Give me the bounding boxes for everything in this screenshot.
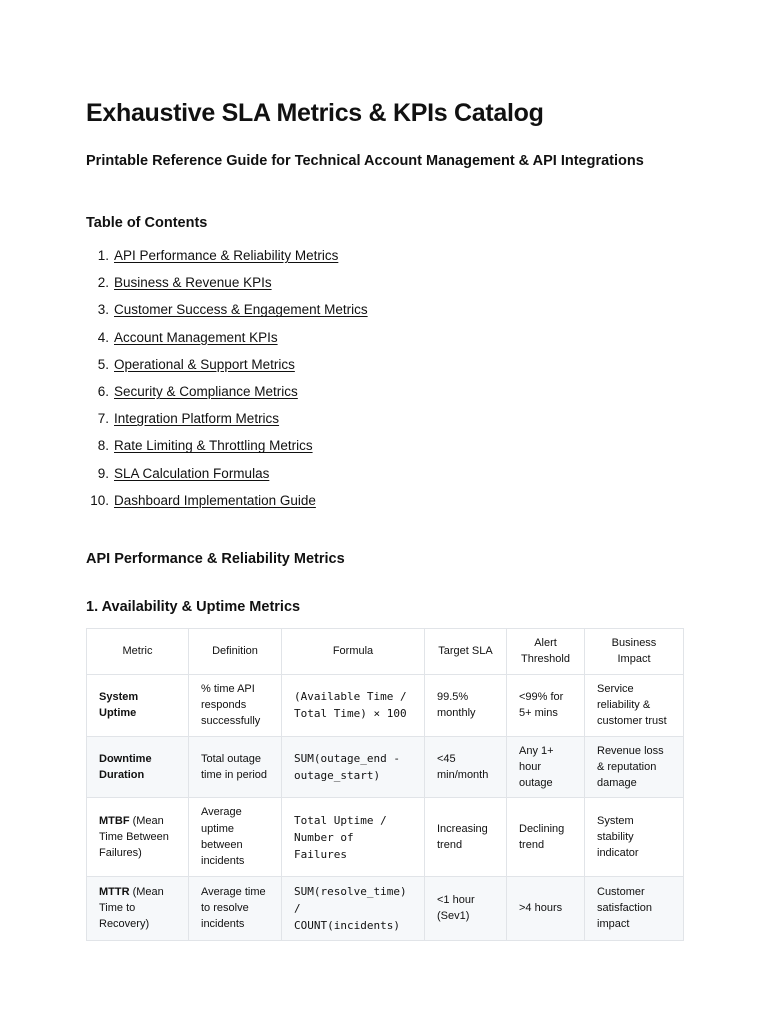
metric-name: System Uptime — [99, 690, 139, 720]
cell-alert: <99% for 5+ mins — [507, 674, 585, 736]
page-title: Exhaustive SLA Metrics & KPIs Catalog — [86, 99, 544, 127]
toc-item-number: 5. — [97, 356, 109, 372]
cell-metric — [87, 736, 189, 798]
toc-item-number: 4. — [97, 329, 109, 345]
cell-metric — [87, 674, 189, 736]
column-header-alert: Alert Threshold — [507, 629, 585, 675]
cell-impact: Customer satisfaction impact — [585, 876, 684, 940]
page-subtitle: Printable Reference Guide for Technical Account Management & API Integrations — [86, 153, 644, 169]
toc-link[interactable]: Dashboard Implementation Guide — [114, 492, 316, 508]
table-row — [87, 876, 684, 940]
cell-target: <45 min/month — [425, 736, 507, 798]
cell-definition: % time API responds successfully — [189, 674, 282, 736]
cell-target: <1 hour (Sev1) — [425, 876, 507, 940]
toc-item-number: 10. — [90, 492, 109, 508]
metric-expansion: (Mean Time to Recovery) — [99, 885, 164, 931]
toc-link[interactable]: Security & Compliance Metrics — [114, 384, 298, 400]
column-header-target: Target SLA — [425, 629, 507, 675]
toc-item — [86, 242, 682, 269]
toc-link[interactable]: Customer Success & Engagement Metrics — [114, 302, 368, 318]
toc-link[interactable]: Operational & Support Metrics — [114, 356, 295, 372]
table-row — [87, 674, 684, 736]
table-row — [87, 736, 684, 798]
metric-name: MTTR — [99, 885, 130, 898]
cell-formula: SUM(resolve_time) / COUNT(incidents) — [282, 876, 425, 940]
toc-item — [86, 378, 682, 405]
toc-item — [86, 432, 682, 459]
metric-expansion: (Mean Time Between Failures) — [99, 814, 169, 860]
toc-link[interactable]: Business & Revenue KPIs — [114, 275, 272, 291]
cell-formula: (Available Time / Total Time) × 100 — [282, 674, 425, 736]
toc-item-number: 6. — [97, 384, 109, 400]
toc-item-number: 8. — [97, 438, 109, 454]
cell-alert: Any 1+ hour outage — [507, 736, 585, 798]
toc-item — [86, 324, 682, 351]
cell-target: Increasing trend — [425, 798, 507, 876]
toc-link[interactable]: API Performance & Reliability Metrics — [114, 248, 339, 263]
toc-link[interactable]: Rate Limiting & Throttling Metrics — [114, 438, 313, 454]
table-row — [87, 798, 684, 876]
cell-impact: System stability indicator — [585, 798, 684, 876]
toc-item-number: 9. — [97, 465, 109, 481]
table-of-contents — [86, 242, 682, 514]
cell-impact: Revenue loss & reputation damage — [585, 736, 684, 798]
column-header-formula: Formula — [282, 629, 425, 675]
cell-target: 99.5% monthly — [425, 674, 507, 736]
table-header-row — [87, 629, 684, 675]
column-header-metric: Metric — [87, 629, 189, 675]
cell-alert: >4 hours — [507, 876, 585, 940]
toc-link[interactable]: Integration Platform Metrics — [114, 411, 280, 427]
toc-item-number: 1. — [97, 248, 109, 263]
toc-item — [86, 351, 682, 378]
availability-metrics-table — [86, 628, 684, 941]
cell-impact: Service reliability & customer trust — [585, 674, 684, 736]
section-heading: API Performance & Reliability Metrics — [86, 551, 345, 568]
metric-name: Downtime Duration — [99, 752, 152, 781]
toc-heading: Table of Contents — [86, 215, 208, 231]
cell-alert: Declining trend — [507, 798, 585, 876]
subsection-heading: 1. Availability & Uptime Metrics — [86, 599, 301, 616]
toc-item-number: 2. — [97, 275, 109, 291]
cell-formula: SUM(outage_end - outage_start) — [282, 736, 425, 798]
cell-metric — [87, 876, 189, 940]
cell-definition: Average time to resolve incidents — [189, 876, 282, 940]
toc-item — [86, 487, 682, 514]
cell-definition: Total outage time in period — [189, 736, 282, 798]
toc-item — [86, 460, 682, 487]
metric-name: MTBF — [99, 814, 130, 827]
toc-item — [86, 405, 682, 432]
toc-item — [86, 296, 682, 323]
cell-metric — [87, 798, 189, 876]
toc-item — [86, 269, 682, 296]
toc-item-number: 7. — [97, 411, 109, 427]
toc-item-number: 3. — [97, 302, 109, 318]
column-header-impact: Business Impact — [585, 629, 684, 675]
toc-link[interactable]: Account Management KPIs — [114, 329, 278, 345]
column-header-definition: Definition — [189, 629, 282, 675]
toc-link[interactable]: SLA Calculation Formulas — [114, 465, 270, 481]
cell-definition: Average uptime between incidents — [189, 798, 282, 876]
cell-formula: Total Uptime / Number of Failures — [282, 798, 425, 876]
